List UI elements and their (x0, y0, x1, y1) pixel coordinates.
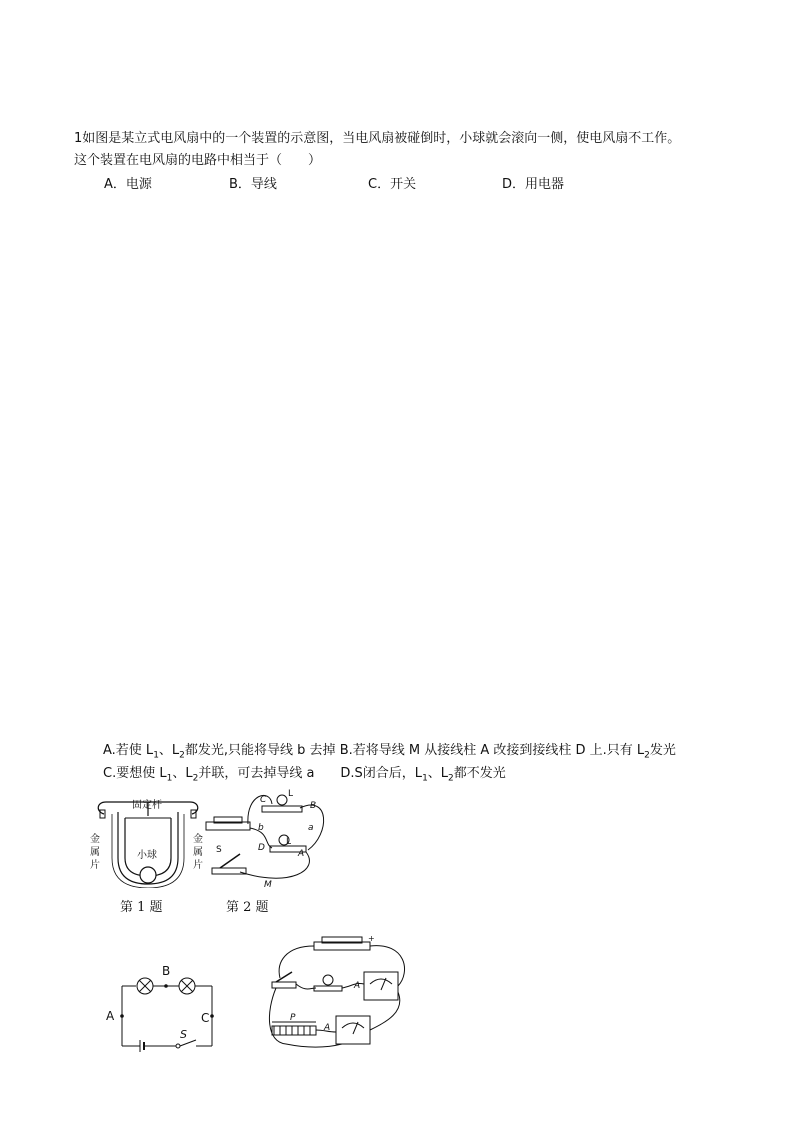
fig3-label-c: C (201, 1011, 210, 1025)
q2-options-line1: A.若使 $L_1$、$L_2$都发光,只能将导线 b 去掉 B.若将导线 M 从接线柱 A 改接到接线柱 D 上.只有 $L_2$发光 (103, 743, 676, 761)
fig2-label-a-terminal: A (298, 849, 305, 859)
fig1-right-label-3: 片 (193, 860, 203, 871)
fig2-label-s: S (216, 845, 222, 855)
fig3-label-a: A (106, 1009, 115, 1023)
q1-option-d: D．用电器 (502, 177, 565, 192)
q1-stem-line1: 1如图是某立式电风扇中的一个装置的示意图，当电风扇被碰倒时，小球就会滚向一侧，使电风扇不工作。 (74, 131, 681, 146)
fig2-label-l2: L (288, 789, 294, 799)
q1-stem-line2: 这个装置在电风扇的电路中相当于（ ） (74, 153, 322, 168)
fig2-label-l1: L (286, 837, 292, 847)
fig3-label-b: B (162, 964, 171, 978)
fig2-label-d: D (258, 843, 265, 853)
figure-2-circuit (200, 784, 330, 892)
fig2-label-wire-a: a (308, 823, 314, 833)
figure-3-circuit-diagram (100, 962, 225, 1057)
fig2-label-b-terminal: B (310, 801, 317, 811)
fig4-label-a1: A (324, 1023, 331, 1033)
fig2-label-m: M (264, 880, 272, 890)
q2-options-line2: C.要想使 $L_1$、$L_2$并联，可去掉导线 a D.S闭合后，$L_1$、$L_2$都不发光 (103, 766, 506, 784)
fig2-label-wire-b: b (258, 823, 264, 833)
fig4-label-p: P (290, 1013, 296, 1023)
q1-option-b: B．导线 (229, 177, 277, 192)
fig1-caption: 第 1 题 (120, 900, 163, 915)
fig1-rod-label: 固定杆 (132, 800, 162, 811)
figure-1-tilt-switch (90, 788, 205, 888)
fig2-caption: 第 2 题 (226, 900, 269, 915)
figure-4-ammeter-circuit (266, 932, 416, 1057)
fig1-right-label-1: 金 (193, 834, 203, 845)
fig1-right-label-2: 属 (193, 847, 203, 858)
fig1-ball-label: 小球 (137, 850, 157, 861)
q1-option-a: A．电源 (104, 177, 152, 192)
fig3-label-s: S (180, 1028, 187, 1041)
fig1-left-label-1: 金 (90, 834, 100, 845)
fig4-label-a2: A (354, 981, 361, 991)
q1-option-c: C．开关 (368, 177, 417, 192)
fig1-left-label-3: 片 (90, 860, 100, 871)
fig1-left-label-2: 属 (90, 847, 100, 858)
fig2-label-c: C (260, 795, 267, 805)
fig4-label-plus: + (368, 934, 375, 943)
